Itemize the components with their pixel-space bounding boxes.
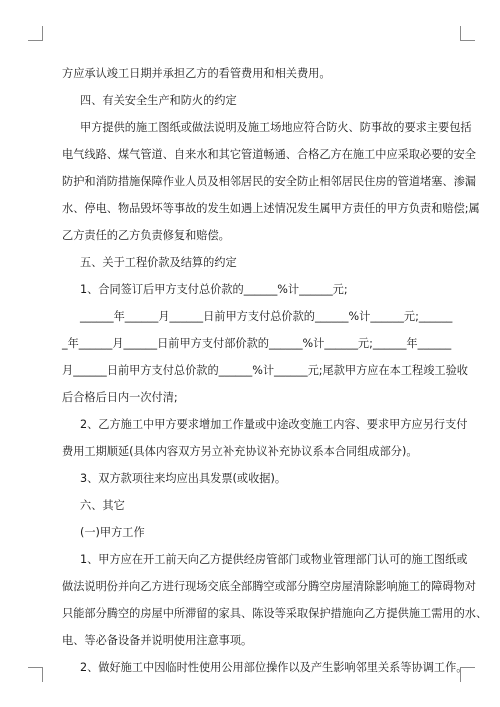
paragraph-line: 电、等必备设备并说明使用注意事项。 xyxy=(62,634,253,647)
text-line: 方应承认竣工日期并承担乙方的看管费用和相关费用。 xyxy=(62,67,331,80)
paragraph-line: 乙方责任的乙方负责修复和赔偿。 xyxy=(62,229,230,242)
paragraph-line: 2、乙方施工中甲方要求增加工作量或中途改变施工内容、要求甲方应另行支付 xyxy=(80,418,468,431)
paragraph-line: 1、甲方应在开工前天向乙方提供经房管部门或物业管理部门认可的施工图纸或 xyxy=(80,553,468,566)
paragraph-line: 甲方提供的施工图纸或做法说明及施工场地应符合防火、防事故的要求主要包括 xyxy=(80,121,472,134)
crop-mark-top-left xyxy=(28,26,43,41)
crop-mark-bottom-left xyxy=(28,667,43,682)
crop-mark-top-right xyxy=(460,26,475,41)
paragraph-line: ______年______月______日前甲方支付总价款的______%计______元;______ xyxy=(80,310,453,323)
paragraph-line: 1、合同签订后甲方支付总价款的______%计______元; xyxy=(80,283,348,296)
paragraph-line: _年______月______日前甲方支付部价款的______%计______元;______年______ xyxy=(62,337,452,350)
paragraph-line: 2、做好施工中因临时性使用公用部位操作以及产生影响邻里关系等协调工作。 xyxy=(80,661,468,674)
paragraph-line: 只能部分腾空的房屋中所滞留的家具、陈设等采取保护措施向乙方提供施工需用的水、 xyxy=(62,607,488,620)
paragraph-line: 月______日前甲方支付总价款的______%计______元;尾款甲方应在本工程竣工验收 xyxy=(62,364,468,377)
paragraph-line: 电气线路、煤气管道、自来水和其它管道畅通、合格乙方在施工中应采取必要的安全 xyxy=(62,148,476,161)
paragraph-line: 3、双方款项往来均应出具发票(或收据)。 xyxy=(80,472,287,485)
paragraph-line: 做法说明份并向乙方进行现场交底全部腾空或部分腾空房屋清除影响施工的障碍物对 xyxy=(62,580,476,593)
section-heading-safety: 四、有关安全生产和防火的约定 xyxy=(80,94,237,107)
paragraph-line: 防护和消防措施保障作业人员及相邻居民的安全防止相邻居民住房的管道堵塞、渗漏 xyxy=(62,175,476,188)
paragraph-line: 后合格后日内一次付清; xyxy=(62,391,178,404)
paragraph-line: 费用工期顺延(具体内容双方另立补充协议补充协议系本合同组成部分)。 xyxy=(62,445,418,458)
section-heading-other: 六、其它 xyxy=(80,499,125,512)
subsection-heading-party-a: (一)甲方工作 xyxy=(80,526,145,539)
section-heading-payment: 五、关于工程价款及结算的约定 xyxy=(80,256,237,269)
paragraph-line: 水、停电、物品毁坏等事故的发生如遇上述情况发生属甲方责任的甲方负责和赔偿;属 xyxy=(62,202,480,215)
